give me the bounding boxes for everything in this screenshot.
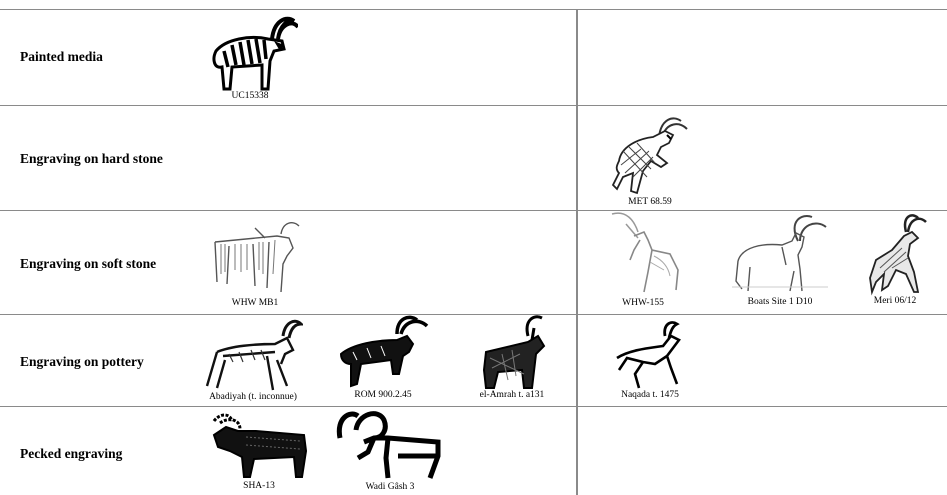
figure-caption: Boats Site 1 D10 (747, 297, 813, 307)
figure-caption: WHW-155 (622, 298, 664, 308)
figure (204, 411, 314, 492)
table-row (0, 9, 947, 105)
row-label: Painted media (20, 49, 103, 64)
figure-caption: ROM 900.2.45 (354, 390, 412, 400)
pecked-ibex-icon (206, 411, 312, 481)
table-row (0, 314, 947, 406)
rearing-ibex-icon (607, 111, 693, 197)
hatched-ibex-icon (472, 314, 552, 390)
figure-caption: MET 68.59 (628, 197, 672, 207)
leaping-ibex-icon (613, 318, 687, 390)
figure (332, 408, 448, 493)
figure (205, 214, 305, 309)
line-ibex-icon (203, 316, 303, 392)
figure-caption: Abadiyah (t. inconnue) (209, 392, 297, 402)
figure-caption: Naqada t. 1475 (621, 390, 679, 400)
figure (603, 210, 683, 309)
table-row (0, 406, 947, 495)
figure (610, 318, 690, 401)
outline-ibex-icon (728, 211, 832, 297)
figure-caption: WHW MB1 (231, 298, 279, 308)
table-row (0, 105, 947, 210)
figure (470, 314, 554, 401)
figure (605, 111, 695, 208)
figure-caption: Wadi Gâsh 3 (365, 482, 415, 492)
row-label: Engraving on hard stone (20, 151, 163, 166)
figure-caption: Meri 06/12 (873, 296, 917, 306)
figure-caption: UC15338 (231, 91, 269, 101)
figure (335, 314, 431, 401)
dark-ibex-icon (337, 314, 429, 390)
figure (860, 212, 930, 307)
row-label: Engraving on pottery (20, 354, 144, 369)
figure (197, 316, 309, 403)
gazelle-icon (862, 212, 928, 296)
figure-table (0, 9, 947, 495)
figure-caption: el-Amrah t. a131 (479, 390, 545, 400)
figure (725, 211, 835, 308)
table-row (0, 210, 947, 314)
row-label: Pecked engraving (20, 446, 123, 461)
faint-ibex-icon (604, 210, 682, 298)
row-label: Engraving on soft stone (20, 256, 157, 271)
painted-ibex-icon (202, 11, 298, 91)
figure-caption: SHA-13 (243, 481, 275, 491)
sketched-ibex-icon (207, 214, 303, 298)
figure (200, 11, 300, 102)
bold-ibex-icon (334, 408, 446, 482)
